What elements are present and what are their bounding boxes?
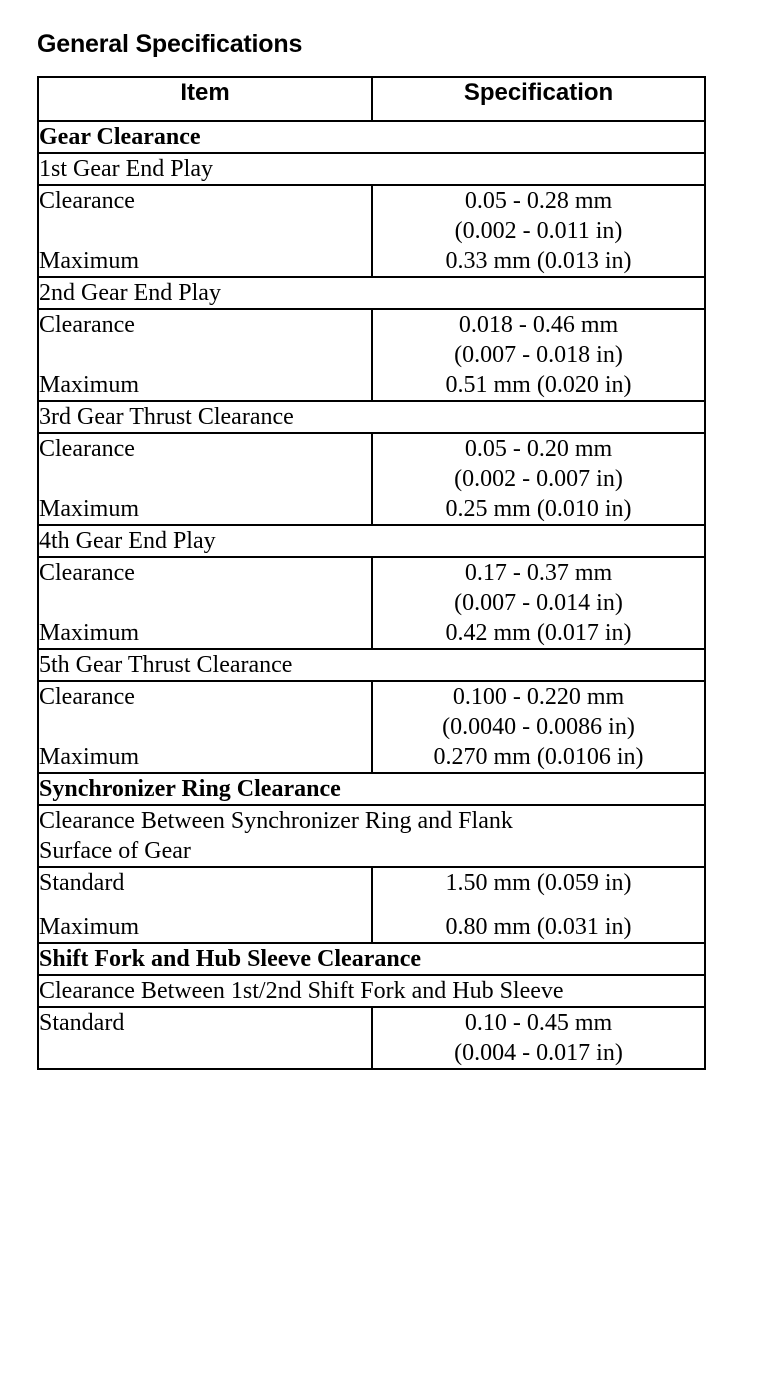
column-header-item: Item bbox=[38, 77, 372, 121]
value-cell bbox=[372, 1007, 705, 1069]
value-cell bbox=[372, 433, 705, 525]
spacer bbox=[373, 898, 704, 912]
clearance-value-mm: 0.100 - 0.220 mm bbox=[452, 684, 625, 710]
table-row bbox=[38, 185, 705, 277]
clearance-label: Clearance bbox=[39, 436, 135, 462]
section-row bbox=[38, 773, 705, 805]
table-header-row bbox=[38, 77, 705, 121]
maximum-value: 0.51 mm (0.020 in) bbox=[445, 372, 632, 398]
maximum-value: 0.33 mm (0.013 in) bbox=[445, 248, 632, 274]
spacer bbox=[39, 464, 371, 494]
section-row bbox=[38, 943, 705, 975]
standard-value: 1.50 mm (0.059 in) bbox=[445, 870, 632, 896]
item-cell bbox=[38, 1007, 372, 1069]
table-row bbox=[38, 309, 705, 401]
table-row bbox=[38, 1007, 705, 1069]
subsection-1st-gear-end-play: 1st Gear End Play bbox=[38, 153, 705, 185]
maximum-label: Maximum bbox=[39, 914, 139, 940]
value-cell bbox=[372, 681, 705, 773]
table-row bbox=[38, 681, 705, 773]
clearance-value-in: (0.007 - 0.014 in) bbox=[454, 590, 623, 616]
clearance-label: Clearance bbox=[39, 684, 135, 710]
subsection-3rd-gear-thrust-clearance: 3rd Gear Thrust Clearance bbox=[38, 401, 705, 433]
specifications-table bbox=[37, 76, 706, 1070]
table-row bbox=[38, 867, 705, 943]
spacer bbox=[39, 712, 371, 742]
subsection-row bbox=[38, 401, 705, 433]
clearance-value-in: (0.007 - 0.018 in) bbox=[454, 342, 623, 368]
spacer bbox=[39, 340, 371, 370]
value-cell bbox=[372, 309, 705, 401]
spacer bbox=[39, 898, 371, 912]
standard-label: Standard bbox=[39, 1010, 125, 1036]
value-cell bbox=[372, 557, 705, 649]
column-header-specification: Specification bbox=[372, 77, 705, 121]
maximum-label: Maximum bbox=[39, 744, 139, 770]
subsection-label-line-2: Surface of Gear bbox=[39, 838, 191, 864]
clearance-label: Clearance bbox=[39, 560, 135, 586]
value-cell bbox=[372, 867, 705, 943]
item-cell bbox=[38, 867, 372, 943]
clearance-value-mm: 0.018 - 0.46 mm bbox=[458, 312, 619, 338]
clearance-label: Clearance bbox=[39, 312, 135, 338]
clearance-value-in: (0.002 - 0.007 in) bbox=[454, 466, 623, 492]
item-cell bbox=[38, 557, 372, 649]
maximum-value: 0.42 mm (0.017 in) bbox=[445, 620, 632, 646]
clearance-value-mm: 0.05 - 0.28 mm bbox=[464, 188, 613, 214]
table-row bbox=[38, 557, 705, 649]
maximum-label: Maximum bbox=[39, 372, 139, 398]
subsection-row bbox=[38, 975, 705, 1007]
subsection-2nd-gear-end-play: 2nd Gear End Play bbox=[38, 277, 705, 309]
subsection-row bbox=[38, 153, 705, 185]
maximum-value: 0.80 mm (0.031 in) bbox=[445, 914, 632, 940]
subsection-row bbox=[38, 277, 705, 309]
subsection-4th-gear-end-play: 4th Gear End Play bbox=[38, 525, 705, 557]
subsection-synchronizer-ring-flank bbox=[38, 805, 705, 867]
section-shift-fork-hub-sleeve-clearance: Shift Fork and Hub Sleeve Clearance bbox=[38, 943, 705, 975]
clearance-value-in: (0.0040 - 0.0086 in) bbox=[442, 714, 635, 740]
subsection-row bbox=[38, 805, 705, 867]
section-synchronizer-ring-clearance: Synchronizer Ring Clearance bbox=[38, 773, 705, 805]
clearance-value-in: (0.002 - 0.011 in) bbox=[454, 218, 623, 244]
standard-label: Standard bbox=[39, 870, 125, 896]
maximum-label: Maximum bbox=[39, 496, 139, 522]
clearance-value-mm: 0.05 - 0.20 mm bbox=[464, 436, 613, 462]
subsection-shift-fork-hub-sleeve: Clearance Between 1st/2nd Shift Fork and Hub Sleeve bbox=[38, 975, 705, 1007]
spacer bbox=[39, 216, 371, 246]
item-cell bbox=[38, 433, 372, 525]
page-title: General Specifications bbox=[37, 30, 303, 58]
subsection-row bbox=[38, 649, 705, 681]
maximum-value: 0.25 mm (0.010 in) bbox=[445, 496, 632, 522]
spacer bbox=[39, 588, 371, 618]
maximum-value: 0.270 mm (0.0106 in) bbox=[433, 744, 644, 770]
subsection-row bbox=[38, 525, 705, 557]
item-cell bbox=[38, 309, 372, 401]
clearance-value-mm: 0.17 - 0.37 mm bbox=[464, 560, 613, 586]
maximum-label: Maximum bbox=[39, 620, 139, 646]
maximum-label: Maximum bbox=[39, 248, 139, 274]
value-cell bbox=[372, 185, 705, 277]
section-gear-clearance: Gear Clearance bbox=[38, 121, 705, 153]
clearance-label: Clearance bbox=[39, 188, 135, 214]
table-row bbox=[38, 433, 705, 525]
section-row bbox=[38, 121, 705, 153]
item-cell bbox=[38, 185, 372, 277]
standard-value-in: (0.004 - 0.017 in) bbox=[454, 1040, 623, 1066]
standard-value-mm: 0.10 - 0.45 mm bbox=[464, 1010, 613, 1036]
item-cell bbox=[38, 681, 372, 773]
subsection-5th-gear-thrust-clearance: 5th Gear Thrust Clearance bbox=[38, 649, 705, 681]
subsection-label-line-1: Clearance Between Synchronizer Ring and Flank bbox=[39, 808, 513, 834]
